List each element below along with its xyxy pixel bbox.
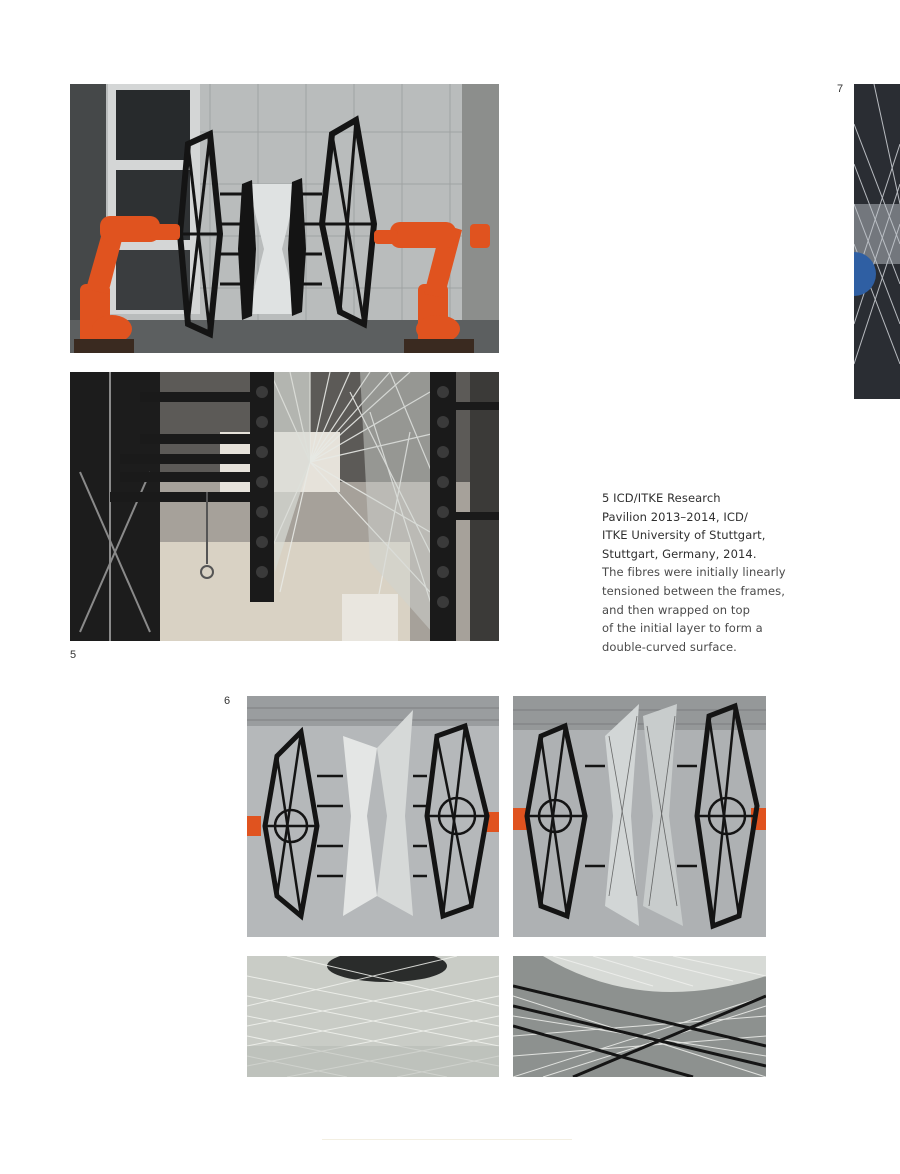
figure-6d-photo [513, 956, 766, 1077]
figure-7-photo [854, 84, 900, 399]
caption-title-line: 5 ICD/ITKE Research [602, 491, 721, 505]
caption-title-line: ITKE University of Stuttgart, [602, 528, 766, 543]
caption-body-line: tensioned between the frames, [602, 583, 785, 598]
footer-divider [322, 1139, 572, 1140]
figure-6a-photo [247, 696, 499, 937]
caption-body-line: of the initial layer to form a [602, 621, 763, 636]
figure-5-top-photo [70, 84, 499, 353]
caption-body-line: and then wrapped on top [602, 602, 751, 617]
caption-body-line: The fibres were initially linearly [602, 565, 786, 580]
figure-caption [602, 489, 792, 656]
figure-6b-photo [513, 696, 766, 937]
caption-title-line: Stuttgart, Germany, 2014. [602, 546, 757, 561]
caption-body-line: double-curved surface. [602, 639, 737, 654]
caption-title-line: Pavilion 2013–2014, ICD/ [602, 509, 748, 524]
figure-6c-photo [247, 956, 499, 1077]
figure-5-bottom-photo [70, 372, 499, 641]
figure-5-number: 5 [70, 649, 77, 661]
figure-6-number: 6 [224, 695, 231, 707]
figure-7-number: 7 [837, 83, 844, 95]
